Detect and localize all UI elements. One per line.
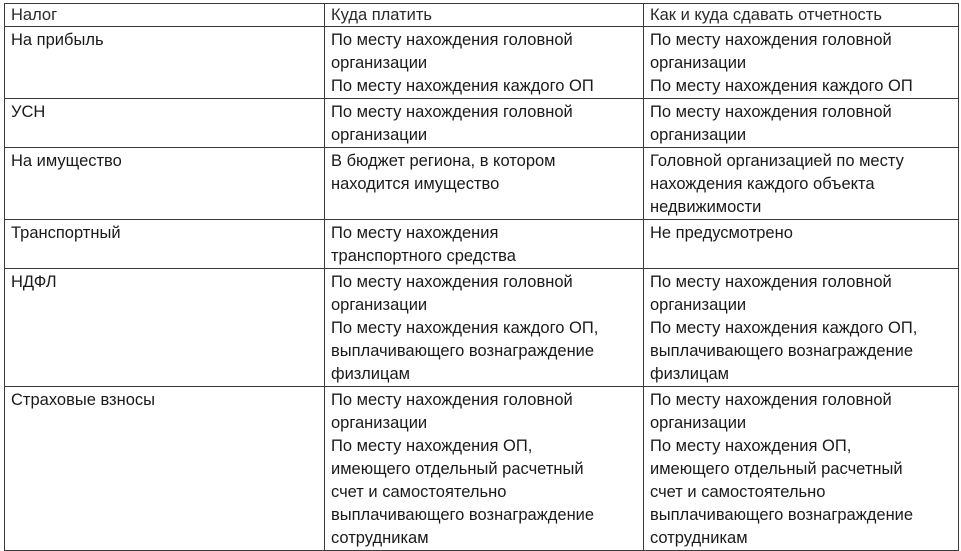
cell-line: По месту нахождения каждого ОП, — [331, 319, 599, 337]
cell-tax: УСН — [5, 99, 325, 148]
cell-line: сотрудникам — [331, 529, 429, 547]
cell-line: физлицам — [331, 365, 410, 383]
cell-where-to-pay — [325, 269, 644, 387]
cell-line: транспортного средства — [331, 247, 516, 265]
table-row — [5, 387, 959, 551]
cell-reporting — [644, 99, 959, 148]
cell-reporting — [644, 387, 959, 551]
table-row — [5, 27, 959, 99]
cell-reporting — [644, 27, 959, 99]
table-header-row — [5, 4, 959, 27]
cell-line: По месту нахождения — [331, 224, 499, 242]
cell-line: выплачивающего вознаграждение — [650, 506, 914, 524]
cell-line: организации — [650, 414, 747, 432]
cell-tax: Страховые взносы — [5, 387, 325, 551]
header-tax: Налог — [5, 4, 325, 27]
cell-line: По месту нахождения каждого ОП — [331, 77, 594, 95]
cell-line: физлицам — [650, 365, 729, 383]
cell-line: счет и самостоятельно — [650, 483, 826, 501]
cell-line: По месту нахождения головной — [331, 273, 573, 291]
cell-line: Головной организацией по месту — [650, 152, 904, 170]
cell-line: выплачивающего вознаграждение — [331, 342, 595, 360]
table-row — [5, 99, 959, 148]
cell-line: выплачивающего вознаграждение — [331, 506, 595, 524]
table-row — [5, 148, 959, 220]
cell-line: имеющего отдельный расчетный — [650, 460, 903, 478]
cell-line: имеющего отдельный расчетный — [331, 460, 584, 478]
header-where-to-pay: Куда платить — [325, 4, 644, 27]
cell-line: организации — [650, 296, 747, 314]
cell-line: организации — [650, 54, 747, 72]
cell-line: организации — [650, 126, 747, 144]
cell-line: находится имущество — [331, 175, 500, 193]
cell-where-to-pay — [325, 99, 644, 148]
cell-line: По месту нахождения каждого ОП — [650, 77, 913, 95]
cell-line: сотрудникам — [650, 529, 748, 547]
cell-reporting — [644, 220, 959, 269]
cell-line: организации — [331, 414, 428, 432]
cell-tax: Транспортный — [5, 220, 325, 269]
cell-line: По месту нахождения ОП, — [331, 437, 533, 455]
cell-line: организации — [331, 296, 428, 314]
cell-line: По месту нахождения головной — [650, 273, 892, 291]
table-row — [5, 220, 959, 269]
cell-reporting — [644, 148, 959, 220]
cell-tax: На прибыль — [5, 27, 325, 99]
cell-where-to-pay — [325, 27, 644, 99]
cell-where-to-pay — [325, 220, 644, 269]
cell-line: выплачивающего вознаграждение — [650, 342, 914, 360]
header-reporting: Как и куда сдавать отчетность — [644, 4, 959, 27]
cell-tax: НДФЛ — [5, 269, 325, 387]
cell-line: По месту нахождения головной — [331, 391, 573, 409]
cell-line: недвижимости — [650, 198, 762, 216]
table-row — [5, 269, 959, 387]
cell-line: По месту нахождения каждого ОП, — [650, 319, 918, 337]
cell-line: По месту нахождения головной — [331, 103, 573, 121]
cell-line: организации — [331, 54, 428, 72]
cell-reporting — [644, 269, 959, 387]
cell-line: По месту нахождения головной — [650, 103, 892, 121]
cell-line: По месту нахождения головной — [650, 391, 892, 409]
cell-line: Не предусмотрено — [650, 224, 793, 242]
cell-where-to-pay — [325, 148, 644, 220]
cell-line: нахождения каждого объекта — [650, 175, 875, 193]
cell-line: По месту нахождения головной — [331, 31, 573, 49]
tax-table — [4, 3, 959, 551]
cell-line: счет и самостоятельно — [331, 483, 507, 501]
cell-where-to-pay — [325, 387, 644, 551]
cell-tax: На имущество — [5, 148, 325, 220]
cell-line: организации — [331, 126, 428, 144]
cell-line: В бюджет региона, в котором — [331, 152, 556, 170]
cell-line: По месту нахождения ОП, — [650, 437, 852, 455]
cell-line: По месту нахождения головной — [650, 31, 892, 49]
